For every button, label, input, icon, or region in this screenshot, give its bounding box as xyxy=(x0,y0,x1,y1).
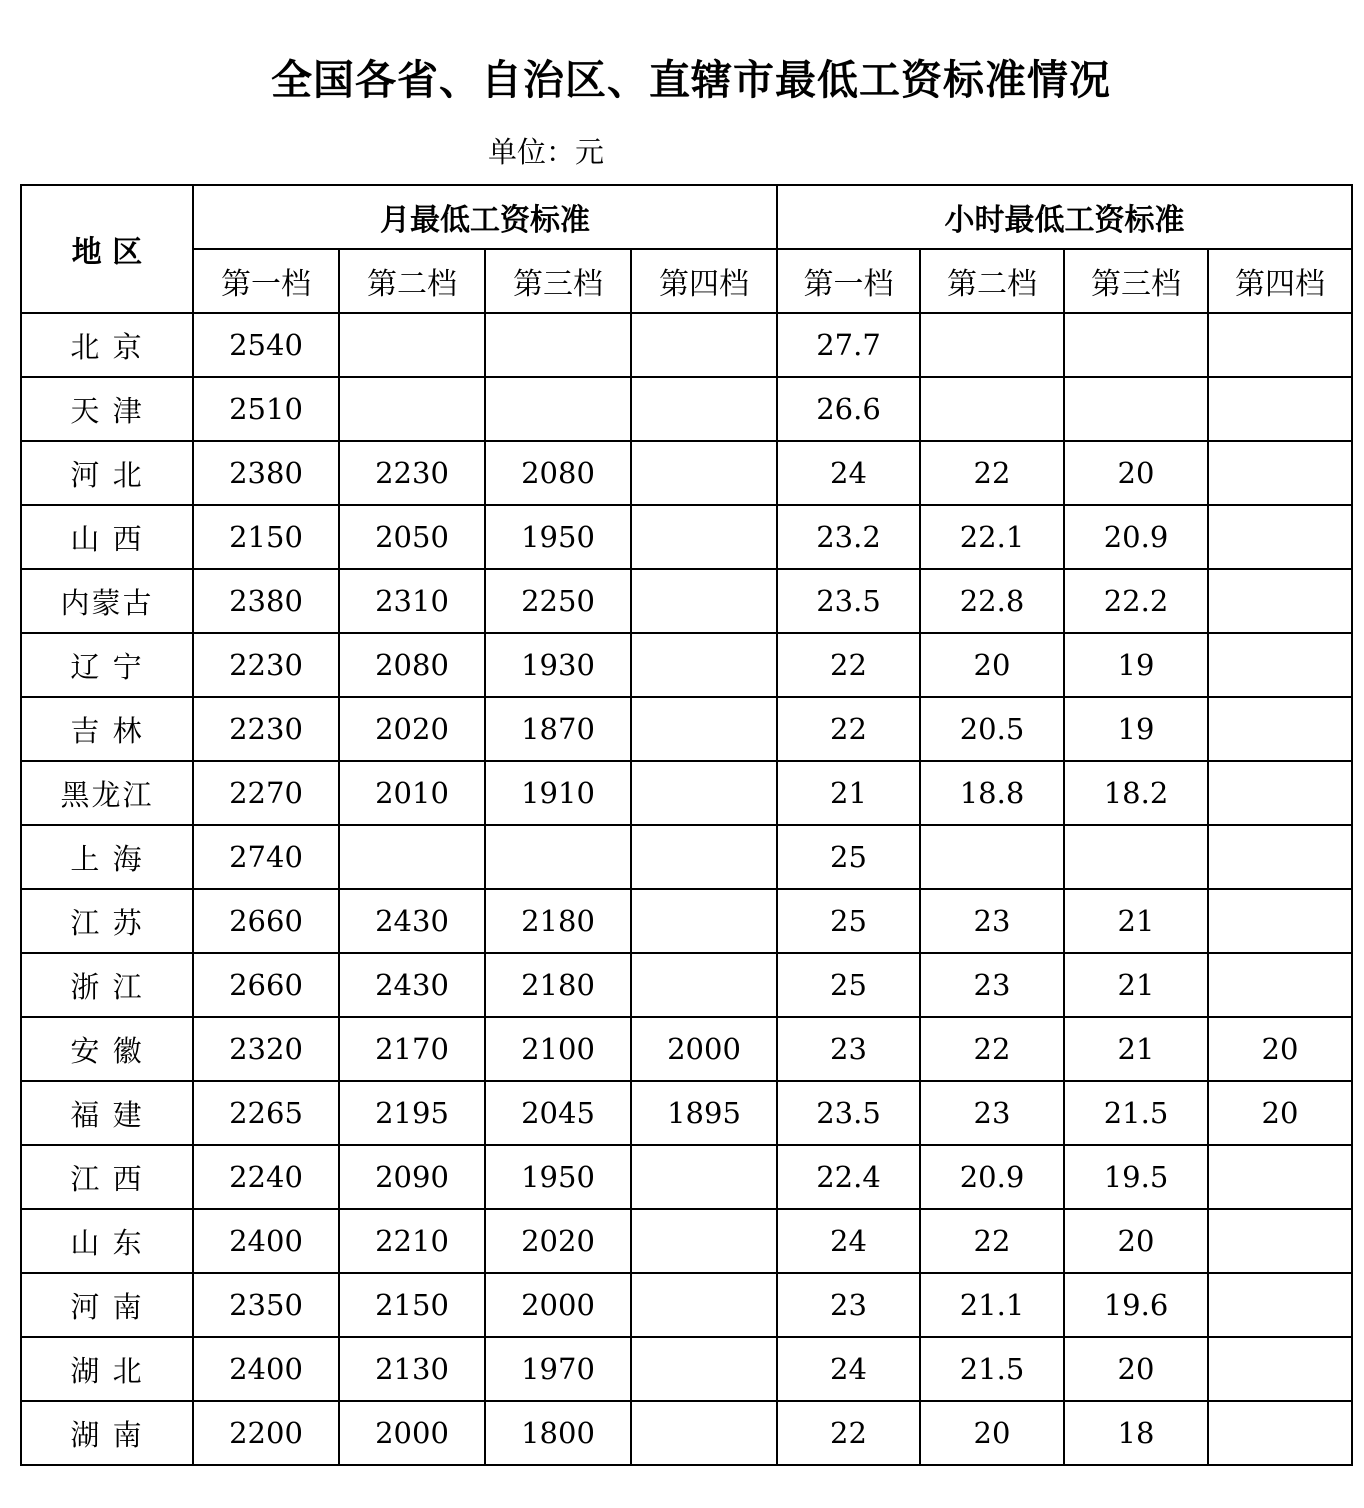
hourly-tier-4-cell xyxy=(1208,889,1352,953)
region-cell: 上 海 xyxy=(21,825,193,889)
hourly-tier-1-cell: 22.4 xyxy=(777,1145,920,1209)
hourly-tier-3-cell: 19 xyxy=(1064,697,1208,761)
monthly-tier-2-cell: 2310 xyxy=(339,569,485,633)
hourly-tier-2-cell: 20 xyxy=(920,633,1064,697)
hourly-tier-1-header: 第一档 xyxy=(777,249,920,313)
table-row xyxy=(21,761,1352,825)
region-cell: 浙 江 xyxy=(21,953,193,1017)
table-row xyxy=(21,313,1352,377)
hourly-tier-1-cell: 26.6 xyxy=(777,377,920,441)
table-row xyxy=(21,953,1352,1017)
region-cell: 江 苏 xyxy=(21,889,193,953)
hourly-tier-3-cell: 22.2 xyxy=(1064,569,1208,633)
hourly-tier-2-cell: 20.5 xyxy=(920,697,1064,761)
hourly-tier-1-cell: 22 xyxy=(777,697,920,761)
hourly-tier-1-cell: 25 xyxy=(777,825,920,889)
monthly-tier-2-cell: 2000 xyxy=(339,1401,485,1465)
monthly-tier-2-cell: 2020 xyxy=(339,697,485,761)
hourly-tier-1-cell: 27.7 xyxy=(777,313,920,377)
minimum-wage-table xyxy=(20,184,1353,1466)
hourly-tier-3-cell xyxy=(1064,377,1208,441)
hourly-tier-1-cell: 24 xyxy=(777,441,920,505)
hourly-tier-3-header: 第三档 xyxy=(1064,249,1208,313)
region-cell: 山 东 xyxy=(21,1209,193,1273)
monthly-tier-2-cell: 2430 xyxy=(339,889,485,953)
monthly-tier-2-cell: 2010 xyxy=(339,761,485,825)
monthly-tier-2-cell xyxy=(339,313,485,377)
monthly-tier-1-cell: 2200 xyxy=(193,1401,339,1465)
hourly-tier-1-cell: 23.5 xyxy=(777,1081,920,1145)
monthly-tier-1-cell: 2740 xyxy=(193,825,339,889)
table-row xyxy=(21,697,1352,761)
monthly-tier-1-cell: 2400 xyxy=(193,1337,339,1401)
hourly-tier-4-cell xyxy=(1208,1337,1352,1401)
table-body xyxy=(21,313,1352,1465)
document-title: 全国各省、自治区、直辖市最低工资标准情况 xyxy=(271,56,1111,104)
table-row xyxy=(21,1145,1352,1209)
monthly-tier-3-cell: 1910 xyxy=(485,761,631,825)
hourly-tier-3-cell: 21 xyxy=(1064,953,1208,1017)
hourly-tier-4-cell xyxy=(1208,1209,1352,1273)
monthly-tier-3-cell: 2080 xyxy=(485,441,631,505)
region-cell: 湖 北 xyxy=(21,1337,193,1401)
monthly-tier-1-cell: 2230 xyxy=(193,697,339,761)
region-cell: 福 建 xyxy=(21,1081,193,1145)
monthly-tier-3-cell xyxy=(485,377,631,441)
hourly-tier-4-cell xyxy=(1208,1273,1352,1337)
hourly-wage-header: 小时最低工资标准 xyxy=(777,185,1352,249)
monthly-tier-4-cell xyxy=(631,1337,777,1401)
monthly-tier-2-cell xyxy=(339,377,485,441)
hourly-tier-2-cell xyxy=(920,313,1064,377)
monthly-tier-4-cell xyxy=(631,697,777,761)
hourly-tier-4-cell xyxy=(1208,313,1352,377)
monthly-tier-4-cell xyxy=(631,1401,777,1465)
table-row xyxy=(21,569,1352,633)
monthly-tier-2-cell xyxy=(339,825,485,889)
hourly-tier-4-cell xyxy=(1208,377,1352,441)
monthly-tier-4-cell: 2000 xyxy=(631,1017,777,1081)
monthly-tier-1-header: 第一档 xyxy=(193,249,339,313)
hourly-tier-1-cell: 23.5 xyxy=(777,569,920,633)
monthly-tier-4-cell xyxy=(631,377,777,441)
hourly-tier-3-cell: 19 xyxy=(1064,633,1208,697)
hourly-tier-3-cell: 21 xyxy=(1064,889,1208,953)
region-cell: 内蒙古 xyxy=(21,569,193,633)
hourly-tier-1-cell: 23 xyxy=(777,1273,920,1337)
region-cell: 北 京 xyxy=(21,313,193,377)
hourly-tier-1-cell: 22 xyxy=(777,633,920,697)
region-cell: 安 徽 xyxy=(21,1017,193,1081)
hourly-tier-2-cell: 21.1 xyxy=(920,1273,1064,1337)
hourly-tier-4-cell xyxy=(1208,953,1352,1017)
hourly-tier-3-cell: 20 xyxy=(1064,441,1208,505)
monthly-tier-4-cell xyxy=(631,441,777,505)
monthly-tier-1-cell: 2230 xyxy=(193,633,339,697)
monthly-tier-1-cell: 2350 xyxy=(193,1273,339,1337)
region-cell: 天 津 xyxy=(21,377,193,441)
hourly-tier-1-cell: 25 xyxy=(777,953,920,1017)
hourly-tier-3-cell: 21 xyxy=(1064,1017,1208,1081)
monthly-tier-3-cell xyxy=(485,825,631,889)
monthly-tier-3-cell: 2100 xyxy=(485,1017,631,1081)
hourly-tier-4-header: 第四档 xyxy=(1208,249,1352,313)
hourly-tier-2-cell: 22 xyxy=(920,1209,1064,1273)
hourly-tier-3-cell xyxy=(1064,825,1208,889)
monthly-tier-1-cell: 2660 xyxy=(193,889,339,953)
region-cell: 河 北 xyxy=(21,441,193,505)
monthly-tier-2-cell: 2210 xyxy=(339,1209,485,1273)
hourly-tier-3-cell: 19.5 xyxy=(1064,1145,1208,1209)
monthly-tier-4-cell xyxy=(631,1145,777,1209)
region-cell: 黑龙江 xyxy=(21,761,193,825)
monthly-tier-3-cell: 2045 xyxy=(485,1081,631,1145)
hourly-tier-3-cell: 18.2 xyxy=(1064,761,1208,825)
monthly-tier-1-cell: 2240 xyxy=(193,1145,339,1209)
table-tier-header-row xyxy=(21,249,1352,313)
monthly-tier-3-cell: 2180 xyxy=(485,953,631,1017)
hourly-tier-3-cell xyxy=(1064,313,1208,377)
hourly-tier-2-cell: 22 xyxy=(920,1017,1064,1081)
hourly-tier-2-cell: 20.9 xyxy=(920,1145,1064,1209)
monthly-tier-4-cell xyxy=(631,953,777,1017)
monthly-tier-1-cell: 2380 xyxy=(193,569,339,633)
table-header-row xyxy=(21,185,1352,249)
monthly-tier-2-header: 第二档 xyxy=(339,249,485,313)
hourly-tier-3-cell: 20 xyxy=(1064,1209,1208,1273)
monthly-tier-4-cell xyxy=(631,569,777,633)
table-row xyxy=(21,633,1352,697)
monthly-tier-4-cell xyxy=(631,313,777,377)
hourly-tier-3-cell: 19.6 xyxy=(1064,1273,1208,1337)
monthly-tier-3-cell: 2180 xyxy=(485,889,631,953)
monthly-tier-4-cell: 1895 xyxy=(631,1081,777,1145)
monthly-tier-3-cell: 2020 xyxy=(485,1209,631,1273)
hourly-tier-2-cell xyxy=(920,825,1064,889)
hourly-tier-2-cell: 23 xyxy=(920,889,1064,953)
hourly-tier-4-cell xyxy=(1208,505,1352,569)
hourly-tier-4-cell xyxy=(1208,825,1352,889)
monthly-tier-4-cell xyxy=(631,505,777,569)
hourly-tier-4-cell: 20 xyxy=(1208,1081,1352,1145)
region-cell: 河 南 xyxy=(21,1273,193,1337)
monthly-tier-4-cell xyxy=(631,889,777,953)
hourly-tier-1-cell: 24 xyxy=(777,1209,920,1273)
monthly-tier-1-cell: 2265 xyxy=(193,1081,339,1145)
hourly-tier-3-cell: 20.9 xyxy=(1064,505,1208,569)
region-cell: 江 西 xyxy=(21,1145,193,1209)
hourly-tier-2-cell: 22.1 xyxy=(920,505,1064,569)
hourly-tier-4-cell: 20 xyxy=(1208,1017,1352,1081)
region-cell: 山 西 xyxy=(21,505,193,569)
monthly-tier-1-cell: 2270 xyxy=(193,761,339,825)
hourly-tier-3-cell: 21.5 xyxy=(1064,1081,1208,1145)
hourly-tier-4-cell xyxy=(1208,633,1352,697)
monthly-tier-1-cell: 2540 xyxy=(193,313,339,377)
table-row xyxy=(21,377,1352,441)
table-row xyxy=(21,1081,1352,1145)
monthly-tier-1-cell: 2400 xyxy=(193,1209,339,1273)
monthly-wage-header: 月最低工资标准 xyxy=(193,185,777,249)
hourly-tier-2-cell: 20 xyxy=(920,1401,1064,1465)
table-row xyxy=(21,505,1352,569)
table-row xyxy=(21,1337,1352,1401)
monthly-tier-2-cell: 2430 xyxy=(339,953,485,1017)
hourly-tier-4-cell xyxy=(1208,761,1352,825)
monthly-tier-2-cell: 2080 xyxy=(339,633,485,697)
monthly-tier-3-cell xyxy=(485,313,631,377)
hourly-tier-1-cell: 21 xyxy=(777,761,920,825)
hourly-tier-3-cell: 20 xyxy=(1064,1337,1208,1401)
monthly-tier-4-cell xyxy=(631,761,777,825)
monthly-tier-1-cell: 2660 xyxy=(193,953,339,1017)
monthly-tier-2-cell: 2050 xyxy=(339,505,485,569)
monthly-tier-1-cell: 2320 xyxy=(193,1017,339,1081)
monthly-tier-3-cell: 2250 xyxy=(485,569,631,633)
hourly-tier-2-cell: 22.8 xyxy=(920,569,1064,633)
table-row xyxy=(21,1273,1352,1337)
table-row xyxy=(21,1017,1352,1081)
hourly-tier-4-cell xyxy=(1208,1145,1352,1209)
monthly-tier-3-cell: 1800 xyxy=(485,1401,631,1465)
hourly-tier-2-cell: 22 xyxy=(920,441,1064,505)
hourly-tier-2-cell: 23 xyxy=(920,953,1064,1017)
monthly-tier-3-cell: 1930 xyxy=(485,633,631,697)
monthly-tier-3-cell: 2000 xyxy=(485,1273,631,1337)
hourly-tier-4-cell xyxy=(1208,1401,1352,1465)
hourly-tier-1-cell: 22 xyxy=(777,1401,920,1465)
monthly-tier-2-cell: 2195 xyxy=(339,1081,485,1145)
monthly-tier-1-cell: 2150 xyxy=(193,505,339,569)
monthly-tier-2-cell: 2150 xyxy=(339,1273,485,1337)
monthly-tier-3-cell: 1970 xyxy=(485,1337,631,1401)
table-row xyxy=(21,825,1352,889)
monthly-tier-4-cell xyxy=(631,1273,777,1337)
monthly-tier-4-cell xyxy=(631,1209,777,1273)
hourly-tier-3-cell: 18 xyxy=(1064,1401,1208,1465)
monthly-tier-3-header: 第三档 xyxy=(485,249,631,313)
hourly-tier-2-header: 第二档 xyxy=(920,249,1064,313)
hourly-tier-1-cell: 23.2 xyxy=(777,505,920,569)
hourly-tier-4-cell xyxy=(1208,569,1352,633)
monthly-tier-2-cell: 2170 xyxy=(339,1017,485,1081)
unit-label: 单位：元 xyxy=(488,135,605,169)
hourly-tier-4-cell xyxy=(1208,697,1352,761)
region-cell: 湖 南 xyxy=(21,1401,193,1465)
hourly-tier-2-cell: 18.8 xyxy=(920,761,1064,825)
hourly-tier-1-cell: 25 xyxy=(777,889,920,953)
monthly-tier-2-cell: 2230 xyxy=(339,441,485,505)
table-row xyxy=(21,441,1352,505)
table-row xyxy=(21,889,1352,953)
hourly-tier-4-cell xyxy=(1208,441,1352,505)
monthly-tier-4-cell xyxy=(631,633,777,697)
monthly-tier-3-cell: 1870 xyxy=(485,697,631,761)
hourly-tier-1-cell: 24 xyxy=(777,1337,920,1401)
region-column-header: 地 区 xyxy=(21,185,193,313)
monthly-tier-3-cell: 1950 xyxy=(485,1145,631,1209)
monthly-tier-4-header: 第四档 xyxy=(631,249,777,313)
hourly-tier-1-cell: 23 xyxy=(777,1017,920,1081)
monthly-tier-4-cell xyxy=(631,825,777,889)
monthly-tier-2-cell: 2130 xyxy=(339,1337,485,1401)
monthly-tier-1-cell: 2510 xyxy=(193,377,339,441)
monthly-tier-2-cell: 2090 xyxy=(339,1145,485,1209)
monthly-tier-3-cell: 1950 xyxy=(485,505,631,569)
monthly-tier-1-cell: 2380 xyxy=(193,441,339,505)
table-row xyxy=(21,1209,1352,1273)
hourly-tier-2-cell: 23 xyxy=(920,1081,1064,1145)
hourly-tier-2-cell: 21.5 xyxy=(920,1337,1064,1401)
region-cell: 吉 林 xyxy=(21,697,193,761)
table-row xyxy=(21,1401,1352,1465)
hourly-tier-2-cell xyxy=(920,377,1064,441)
region-cell: 辽 宁 xyxy=(21,633,193,697)
